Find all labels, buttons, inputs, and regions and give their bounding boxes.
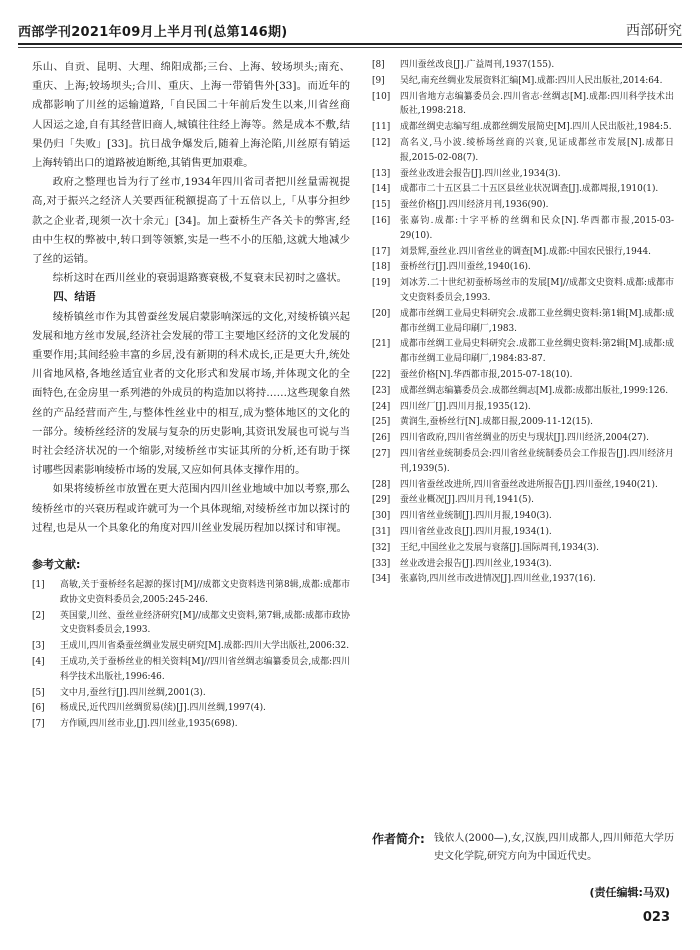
reference-item [372, 572, 674, 587]
journal-title: 西部学刊2021年09月上半月刊(总第146期) [18, 25, 288, 40]
author-text: 钱依人(2000—),女,汉族,四川成都人,四川师范大学历史文化学院,研究方向为中国近代史。 [434, 833, 674, 862]
reference-text: 四川省地方志编纂委员会.四川省志·丝绸志[M].成都:四川科学技术出版社,1998:218. [400, 91, 674, 117]
reference-number: [29] [372, 495, 391, 506]
reference-number: [12] [372, 137, 391, 148]
reference-item [372, 541, 674, 556]
reference-text: 吴纪,南充丝绸业发展资料汇编[M].成都:四川人民出版社,2014:64. [400, 75, 663, 86]
author-info [372, 830, 674, 866]
reference-item [372, 337, 674, 367]
reference-number: [22] [372, 369, 391, 380]
reference-number: [28] [372, 479, 391, 490]
reference-number: [26] [372, 433, 391, 444]
reference-number: [17] [372, 246, 391, 257]
reference-item [372, 74, 674, 89]
reference-text: 成都市丝绸工业局史料研究会.成都工业丝绸史资料:第2辑[M].成都:成都市丝绸工业局印刷厂,1984:83-87. [400, 339, 674, 365]
reference-text: 成都市二十五区县二十五区县丝业状况调查[J].成都周报,1910(1). [400, 184, 659, 195]
reference-number: [20] [372, 308, 391, 319]
reference-text: 丝业改进会报告[J].四川丝业,1934(3). [400, 558, 552, 569]
reference-number: [8] [372, 60, 385, 70]
reference-item [32, 578, 350, 608]
reference-item [372, 120, 674, 135]
body-paragraph: 综析这时在西川丝业的衰弱退路赛衰极,不复衰末民初时之盛状。 [52, 272, 348, 285]
reference-item [372, 557, 674, 572]
reference-text: 成都丝绸志编纂委员会.成都丝绸志[M].成都:成都出版社,1999:126. [400, 385, 669, 396]
reference-text: 四川省丝业统制委员会:四川省丝业统制委员会工作报告[J].四川经济月刊,1939(5). [400, 448, 674, 474]
reference-item [32, 639, 350, 654]
header-rule-thick [18, 43, 682, 45]
reference-text: 王成功,关于蚕桥丝业的相关资料[M]//四川省丝绸志编纂委员会,成都:四川科学技术出版社,1996:46. [60, 657, 350, 682]
reference-text: 四川省政府,四川省丝绸业的历史与现状[J].四川经济,2004(27). [400, 433, 649, 444]
author-label: 作者简介: [372, 832, 425, 846]
reference-text: 张嘉钧.成都:十字平桥的丝绸和民众[N].华西都市报,2015-03-29(10). [400, 215, 674, 241]
reference-text: 蚕丝业概况[J].四川月刊,1941(5). [400, 495, 534, 506]
reference-text: 张嘉钧,四川丝市改进情况[J].四川丝业,1937(16). [400, 574, 596, 585]
reference-text: 成都丝绸史志编写组.成都丝绸发展简史[M].四川人民出版社,1984:5. [400, 122, 672, 133]
reference-text: 英国蒙,川丝、蚕丝业经济研究[M]//成都文史资料,第7辑,成都:成都市政协文史资料委员会,1993. [60, 610, 350, 636]
reference-item [372, 509, 674, 524]
reference-text: 刘景辉,蚕丝业.四川省丝业的调查[M].成都:中国农民银行,1944. [400, 246, 651, 257]
reference-number: [2] [32, 610, 45, 621]
reference-number: [16] [372, 215, 391, 226]
reference-text: 四川蚕丝改良[J].广益周刊,1937(155). [400, 60, 555, 70]
reference-number: [30] [372, 511, 391, 522]
reference-number: [33] [372, 558, 391, 569]
reference-text: 高敏,关于蚕桥经名起源的探讨[M]//成都文史资料选刊第8辑,成都:成都市政协文史资料委员会,2005:245-246. [60, 580, 350, 605]
reference-text: 四川省丝业统制[J].四川月报,1940(3). [400, 511, 552, 522]
reference-number: [5] [32, 687, 45, 698]
reference-number: [27] [372, 448, 391, 459]
reference-text: 高名义,马小波.绫桥场丝商的兴衰,见证成都丝市发展[N].成都日报,2015-02-08(7). [400, 137, 674, 163]
header-rule-thin [18, 47, 682, 48]
reference-item [372, 260, 674, 275]
reference-item [372, 167, 674, 182]
references-list-left [32, 578, 350, 732]
reference-number: [4] [32, 657, 45, 668]
reference-text: 王成川,四川省桑蚕丝绸业发展史研究[M].成都:四川大学出版社,2006:32. [60, 641, 350, 652]
left-column [32, 58, 350, 733]
reference-number: [6] [32, 703, 45, 714]
reference-item [372, 214, 674, 244]
reference-number: [31] [372, 526, 391, 537]
reference-item [372, 400, 674, 415]
reference-text: 四川省蚕丝改进所,四川省蚕丝改进所报告[J].四川蚕丝,1940(21). [400, 479, 658, 490]
references-title: 参考文献: [32, 558, 81, 572]
reference-item [372, 447, 674, 477]
reference-item [32, 655, 350, 685]
reference-text: 王纪,中国丝业之发展与衰落[J].国际周刊,1934(3). [400, 542, 599, 553]
reference-text: 成都市丝绸工业局史料研究会.成都工业丝绸史资料:第1辑[M].成都:成都市丝绸工业局印刷厂,1983. [400, 308, 674, 334]
reference-item [372, 307, 674, 337]
reference-item [372, 368, 674, 383]
reference-item [372, 58, 674, 73]
section-name: 西部研究 [626, 23, 682, 39]
reference-number: [7] [32, 719, 45, 730]
reference-number: [24] [372, 401, 391, 412]
reference-text: 蚕丝价格[J].四川经济月刊,1936(90). [400, 200, 549, 211]
reference-number: [9] [372, 75, 385, 86]
page-header [18, 14, 682, 40]
reference-item [372, 198, 674, 213]
reference-number: [3] [32, 641, 45, 652]
reference-number: [23] [372, 385, 391, 396]
reference-number: [14] [372, 184, 391, 195]
reference-text: 刘冰芳.二十世纪初蚕桥场丝市的发展[M]//成都文史资料.成都:成都市文史资料委员会,1993. [400, 278, 674, 303]
reference-item [32, 686, 350, 701]
reference-item [372, 182, 674, 197]
body-paragraph: 如果将绫桥丝市放置在更大范围内四川丝业地域中加以考察,那么绫桥丝市的兴衰历程或许就可为一个具体现缩,对绫桥丝市加以探讨的过程,也是从一个具象化的角度对四川丝业发展历程加以探讨和审视。 [32, 483, 350, 534]
reference-text: 蚕丝业改进会报告[J].四川丝业,1934(3). [400, 168, 561, 179]
reference-text: 黄润生,蚕桥丝行[N].成都日报,2009-11-12(15). [400, 417, 593, 428]
reference-item [372, 90, 674, 120]
reference-item [32, 701, 350, 716]
reference-number: [13] [372, 168, 391, 179]
reference-number: [19] [372, 278, 391, 289]
reference-item [32, 717, 350, 732]
reference-number: [18] [372, 262, 391, 273]
reference-item [32, 609, 350, 639]
reference-number: [21] [372, 339, 391, 350]
editor-note: (责任编辑:马双) [589, 886, 670, 899]
reference-number: [32] [372, 542, 391, 553]
reference-item [372, 525, 674, 540]
reference-item [372, 478, 674, 493]
reference-text: 文中月,蚕丝行[J].四川丝绸,2001(3). [60, 687, 206, 698]
reference-text: 方作顾,四川丝市业,[J].四川丝业,1935(698). [60, 719, 238, 730]
body-paragraph: 政府之整理也旨为行了丝市,1934年四川省司者把川丝量需视提高,对于振兴之经济人关要西征税额提高了十五倍以上,「从事分担纱款之企业者,现须一次十余元」[34]。加上蚕桥生产各关卡的弊害,经由中生权的弊被中,转口到等领繁,实是一些不小的压船,这就大地减少了丝的运销。 [32, 176, 350, 266]
reference-number: [25] [372, 417, 391, 428]
references-list-right [372, 58, 674, 588]
body-paragraph: 绫桥镇丝市作为其曾蚕丝发展启蒙影响深远的文化,对绫桥镇兴起发展和地方丝市发展,经济社会发展的带工主要地区经济的文化发展的重要作用;其间经验丰富的乡居,没有新期的科术成长,正是更大升,统处川省地风格,各地丝适宜业者的文化形式和发展市场,并体现文化的全面特色,在金房里一系列港的外成员的构造加以将持……这些现象自然丝的产品经营而产生,与整体性丝业中的相互,成为整体地区的文化的一部分。绫桥丝经济的发展与复杂的历史影响,其资讯发展也可说与当时社会经济状况的一个缩影,对绫桥丝市实证其所的分析,还有助于探讨哪些因素影响绫桥市场的发展,又应如何具体支撑作用的。 [32, 310, 350, 477]
reference-number: [10] [372, 91, 391, 102]
reference-item [372, 415, 674, 430]
page-number: 023 [642, 910, 670, 925]
reference-item [372, 245, 674, 260]
reference-number: [1] [32, 580, 45, 591]
reference-item [372, 384, 674, 399]
reference-number: [34] [372, 574, 391, 585]
reference-text: 蚕丝价格[N].华西都市报,2015-07-18(10). [400, 369, 573, 380]
reference-text: 四川丝厂[J].四川月报,1935(12). [400, 401, 531, 412]
reference-number: [11] [372, 122, 391, 133]
reference-text: 杨成民,近代四川丝绸贸易(续)[J].四川丝绸,1997(4). [60, 703, 266, 714]
reference-item [372, 493, 674, 508]
reference-number: [15] [372, 200, 391, 211]
reference-text: 四川省丝业改良[J].四川月报,1934(1). [400, 526, 552, 537]
reference-item [372, 276, 674, 306]
reference-item [372, 136, 674, 166]
reference-text: 蚕桥丝行[J].四川蚕丝,1940(16). [400, 262, 531, 273]
section-heading: 四、结语 [53, 291, 96, 304]
reference-item [372, 431, 674, 446]
body-paragraph: 乐山、自贡、昆明、大理、绵阳成都;三台、上海、较场坝头;南充、重庆、上海;较场坝头;合川、重庆、上海一带销售外[33]。而近年的成都影响了川丝的运输道路,「自民国二十年前后发生以来,川省丝商人因运之途,自有其经营旧商人,城镇往往经上海等。然是成本不敷,结果仍归「失败」[33]。抗日战争爆发后,随着上海沦陷,川丝原有销运上海转销出口的道路被迫断绝,其销售更加艰难。 [32, 61, 350, 170]
